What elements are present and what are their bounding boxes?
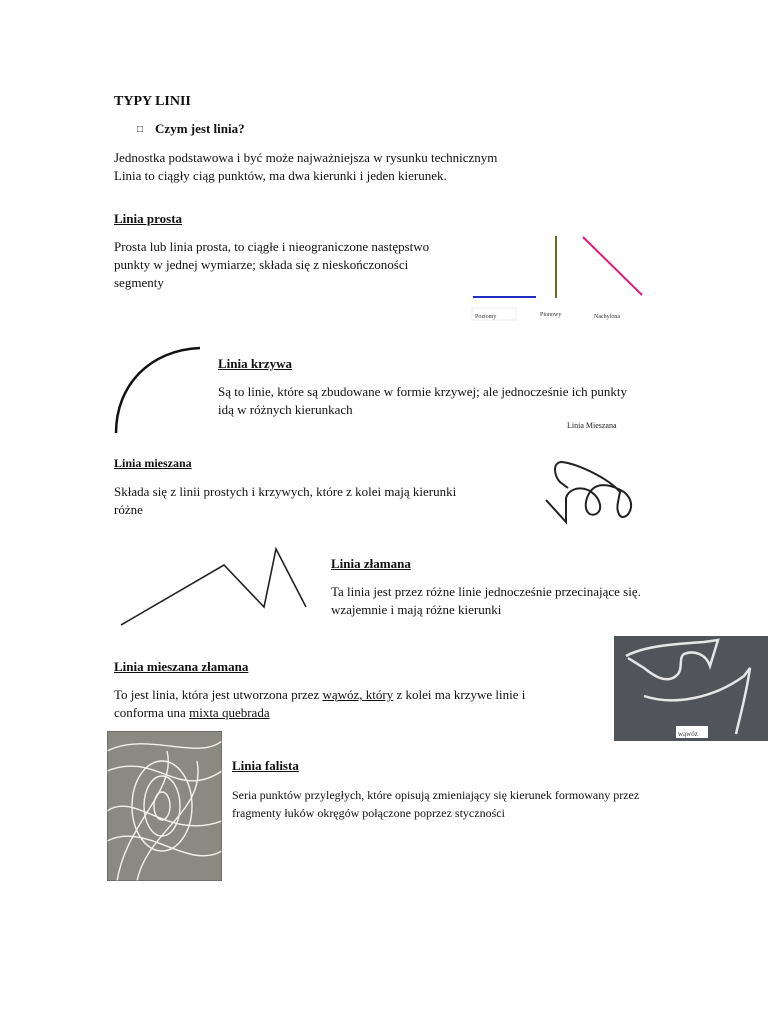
text-span: conforma una xyxy=(114,705,190,720)
mixed-line-illustration xyxy=(538,452,638,527)
page-title: TYPY LINII xyxy=(114,94,191,109)
prosta-line: punkty w jednej wymiarze; składa się z nieskończoności xyxy=(114,257,409,272)
krzywa-text xyxy=(218,383,627,419)
intro-line: Linia to ciągły ciąg punktów, ma dwa kierunki i jeden kierunek. xyxy=(114,168,447,183)
canyon-link[interactable]: wąwóz, który xyxy=(322,687,394,702)
text-span: To jest linia, która jest utworzona przez xyxy=(114,687,323,702)
mieszana-lamana-line xyxy=(114,686,525,704)
section-heading-krzywa: Linia krzywa xyxy=(218,356,293,371)
mixed-line xyxy=(546,462,631,522)
krzywa-line: idą w różnych kierunkach xyxy=(218,402,353,417)
prosta-line: segmenty xyxy=(114,275,164,290)
text-span: z kolei ma krzywe linie i xyxy=(393,687,526,702)
mieszana-caption: Linia Mieszana xyxy=(567,421,617,430)
lamana-line: wzajemnie i mają różne kierunki xyxy=(331,602,502,617)
lamana-line: Ta linia jest przez różne linie jednocześnie przecinające się. xyxy=(331,584,641,599)
intro-line: Jednostka podstawowa i być może najważniejsza w rysunku technicznym xyxy=(114,150,498,165)
broken-line-illustration xyxy=(116,545,311,630)
lamana-text xyxy=(331,583,641,619)
mieszana-line: Składa się z linii prostych i krzywych, które z kolei mają kierunki xyxy=(114,484,457,499)
inclined-line xyxy=(583,237,642,295)
bullet-icon: □ xyxy=(137,123,144,135)
curve-illustration xyxy=(110,345,205,437)
section-heading-mieszana: Linia mieszana xyxy=(114,456,192,470)
caption-pionowy: Pionowy xyxy=(540,312,562,318)
question-heading: Czym jest linia? xyxy=(155,121,245,136)
chalkboard-photo xyxy=(614,636,768,741)
section-heading-lamana: Linia złamana xyxy=(331,556,411,571)
section-heading-falista: Linia falista xyxy=(232,758,299,773)
mieszana-lamana-line xyxy=(114,704,525,722)
falista-line: Seria punktów przyległych, które opisują zmieniający się kierunek formowany przez xyxy=(232,788,640,802)
mixta-quebrada-link[interactable]: mixta quebrada xyxy=(189,705,270,720)
section-heading-mieszana-lamana: Linia mieszana złamana xyxy=(114,659,249,674)
curve-line xyxy=(116,348,200,433)
mieszana-text xyxy=(114,483,456,519)
caption-poziomy: Poziomy xyxy=(475,314,497,320)
broken-line xyxy=(121,549,306,625)
krzywa-line: Są to linie, które są zbudowane w formie krzywej; ale jednocześnie ich punkty xyxy=(218,384,628,399)
prosta-text xyxy=(114,238,429,292)
falista-line: fragmenty łuków okręgów połączone poprzez styczności xyxy=(232,806,505,820)
section-heading-prosta: Linia prosta xyxy=(114,211,183,226)
photo-label: wąwóz xyxy=(678,730,698,738)
falista-text xyxy=(232,786,639,822)
wavy-pattern-image xyxy=(107,731,222,881)
mieszana-line: różne xyxy=(114,502,143,517)
straight-lines-illustration xyxy=(470,232,650,327)
intro-text xyxy=(114,149,497,185)
prosta-line: Prosta lub linia prosta, to ciągłe i nieograniczone następstwo xyxy=(114,239,430,254)
caption-nachylona: Nachylona xyxy=(594,314,620,320)
mieszana-lamana-text xyxy=(114,686,525,722)
question-row xyxy=(137,121,245,137)
